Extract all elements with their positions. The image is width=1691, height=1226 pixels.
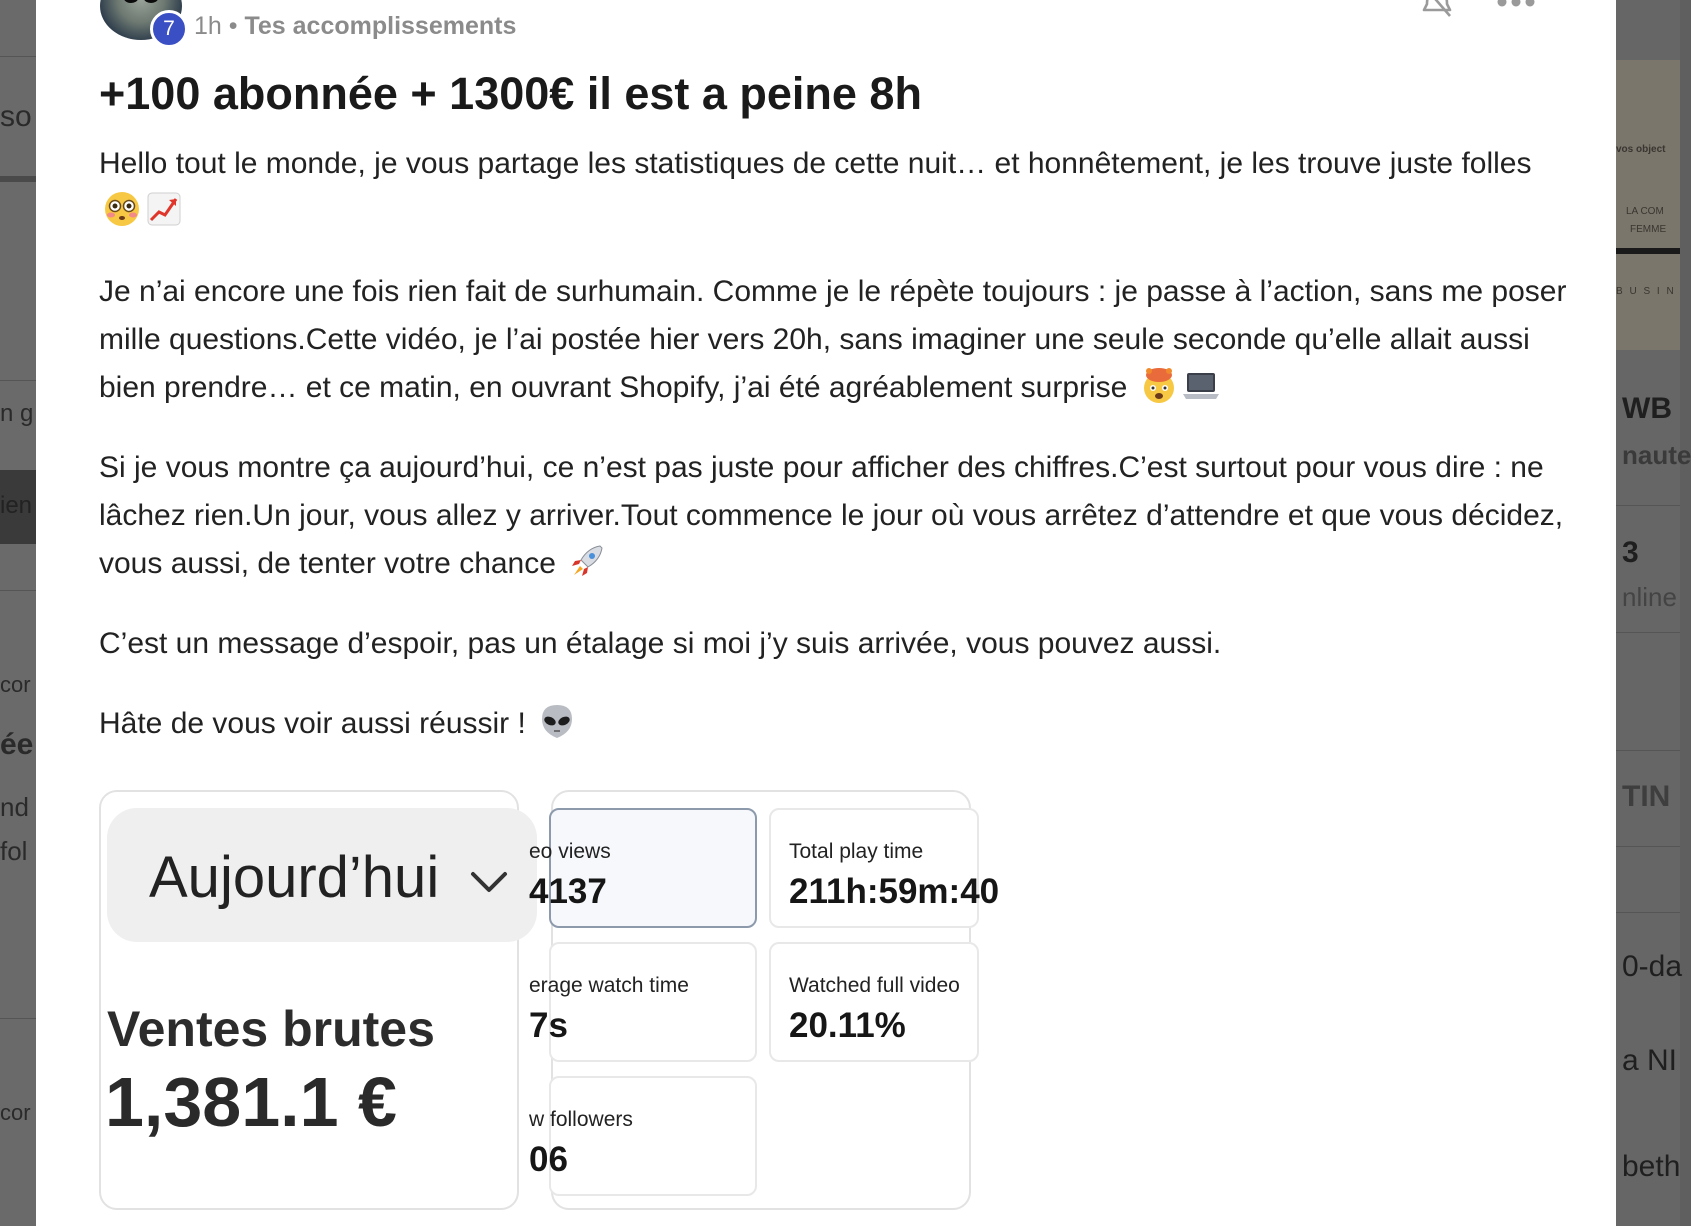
post-paragraph: C’est un message d’espoir, pas un étalage si moi j’y suis arrivée, vous pouvez aussi.: [99, 627, 1222, 660]
video-views-card: [529, 808, 757, 928]
shopify-sales-image[interactable]: [99, 790, 519, 1210]
watched-full-video-label: Watched full video: [789, 974, 960, 997]
post-category-link[interactable]: Tes accomplissements: [244, 12, 517, 40]
post-paragraph: Hello tout le monde, je vous partage les statistiques de cette nuit… et honnêtement, je les trouve juste folles: [99, 140, 1579, 236]
post-paragraph: Je n’ai encore une fois rien fait de surhumain. Comme je le répète toujours : je passe à l’action, sans me poser mille questions.Cette vidéo, je l’ai postée hier vers 20h, sans imaginer une seule seconde qu’elle allait aussi bien prendre… et ce matin, en ouvrant Shopify, j’ai été agréablement surprise: [99, 275, 1567, 404]
total-play-time-value: 211h:59m:40: [789, 872, 1000, 911]
total-play-time-label: Total play time: [789, 840, 924, 863]
post-meta-text: [194, 12, 516, 41]
alien-emoji-icon: [538, 702, 576, 740]
new-followers-card: [529, 1076, 757, 1196]
total-play-time-card: [769, 808, 1000, 928]
more-options-icon[interactable]: [1496, 0, 1536, 14]
chevron-down-icon: [469, 870, 509, 894]
bg-text: naute: [1622, 440, 1691, 470]
watched-full-video-card: [769, 942, 979, 1062]
level-badge: 7: [150, 10, 188, 48]
bg-banner: vos object LA COM FEMME B U S I N: [1616, 60, 1680, 350]
post-body: [99, 140, 1579, 780]
tiktok-analytics-image[interactable]: [529, 790, 1000, 1210]
post-modal: [36, 0, 1616, 1226]
video-views-value: 4137: [529, 872, 607, 911]
rocket-emoji-icon: [568, 542, 606, 580]
laptop-emoji-icon: [1182, 366, 1220, 404]
average-watch-time-value: 7s: [529, 1006, 568, 1045]
new-followers-label: w followers: [529, 1108, 633, 1131]
gross-sales-value: 1,381.1 €: [105, 1063, 397, 1141]
bg-text: 0-da: [1622, 950, 1683, 983]
background-page-right: [1616, 0, 1691, 1226]
watched-full-video-value: 20.11%: [789, 1006, 906, 1045]
bg-text: ien: [0, 492, 33, 519]
average-watch-time-card: [529, 942, 757, 1062]
video-views-label: eo views: [529, 840, 611, 863]
post-time: 1h: [194, 12, 222, 40]
bg-text: nd: [0, 792, 29, 822]
new-followers-value: 06: [529, 1140, 568, 1179]
bg-text: n g: [0, 400, 34, 427]
post-title: +100 abonnée + 1300€ il est a peine 8h: [99, 68, 922, 119]
bg-text: beth: [1622, 1150, 1681, 1183]
bg-text: cor: [0, 1100, 31, 1125]
date-period-label: Aujourd’hui: [149, 845, 440, 910]
bg-text: a NI: [1622, 1044, 1678, 1077]
post-paragraph: Si je vous montre ça aujourd’hui, ce n’est pas juste pour afficher des chiffres.C’est surtout pour vous dire : ne lâchez rien.Un jour, vous allez y arriver.Tout commence le jour où vous arrêtez d’attendre et que vous décidez, vous aussi, de tenter votre chance: [99, 451, 1564, 580]
background-page-left: [0, 0, 36, 1226]
bg-text: 3: [1622, 536, 1639, 569]
chart-increasing-emoji-icon: [145, 190, 183, 228]
post-paragraph: Hâte de vous voir aussi réussir !: [99, 700, 1579, 748]
bg-text: nline: [1622, 582, 1677, 612]
bg-text: ée: [0, 728, 34, 761]
bg-text: so: [0, 100, 32, 133]
bg-community-title: WB: [1622, 392, 1672, 425]
bell-icon[interactable]: [1420, 0, 1454, 22]
date-period-select: [107, 808, 537, 942]
flushed-face-emoji-icon: [103, 190, 141, 228]
meta-separator: •: [228, 12, 238, 40]
bg-text: cor: [0, 672, 31, 697]
exploding-head-emoji-icon: [1140, 366, 1178, 404]
bg-text: TIN: [1622, 780, 1671, 813]
average-watch-time-label: erage watch time: [529, 974, 689, 997]
bg-text: fol: [0, 836, 28, 866]
gross-sales-label: Ventes brutes: [107, 1001, 435, 1057]
post-meta: [100, 0, 1560, 56]
